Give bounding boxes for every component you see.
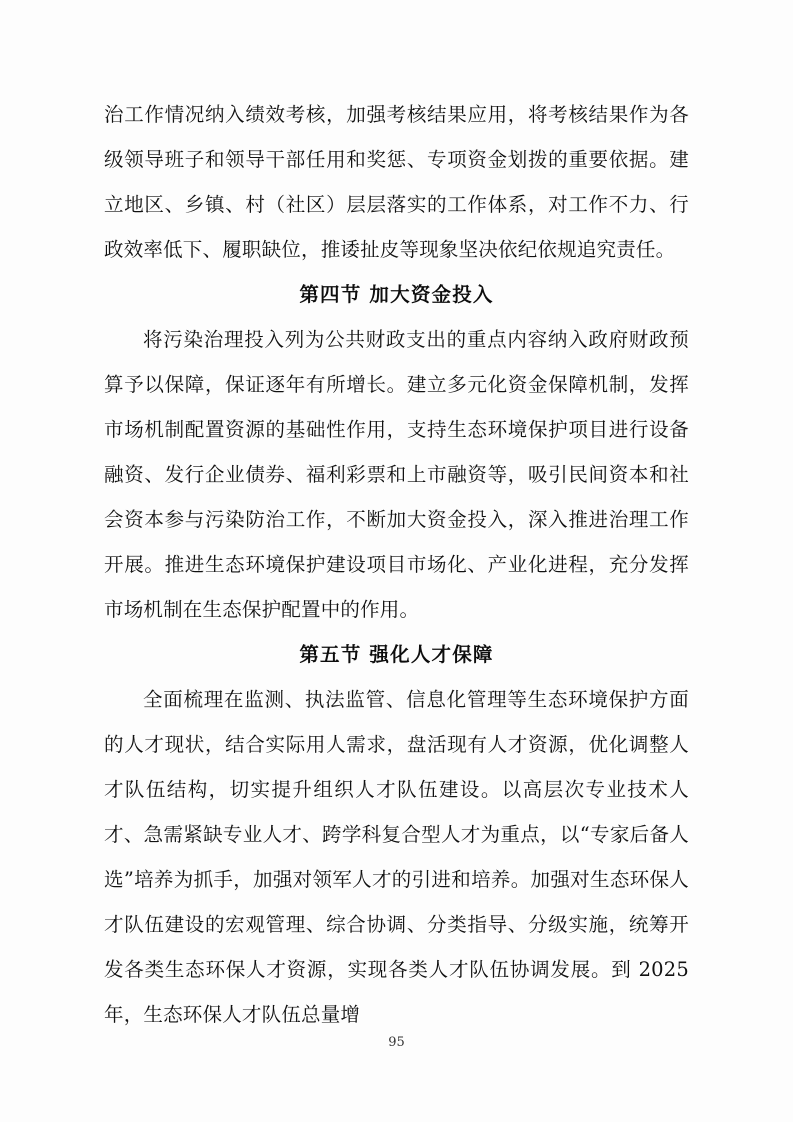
paragraph-talent: 全面梳理在监测、执法监管、信息化管理等生态环境保护方面的人才现状，结合实际用人需求，盘活现有人才资源，优化调整人才队伍结构，切实提升组织人才队伍建设。以高层次专业技术人才、急需紧缺专业人才、跨学科复合型人才为重点，以“专家后备人选”培养为抓手，加强对领军人才的引进和培养。加强对生态环保人才队伍建设的宏观管理、综合协调、分类指导、分级实施，统筹开发各类生态环保人才资源，实现各类人才队伍协调发展。到 2025 年，生态环保人才队伍总量增 xyxy=(104,688,689,1026)
section-heading-5: 第五节 强化人才保障 xyxy=(299,643,494,666)
document-body xyxy=(104,92,689,1037)
paragraph-continued: 治工作情况纳入绩效考核，加强考核结果应用，将考核结果作为各级领导班子和领导干部任用和奖惩、专项资金划拨的重要依据。建立地区、乡镇、村（社区）层层落实的工作体系，对工作不力、行政效率低下、履职缺位，推诿扯皮等现象坚决依纪依规追究责任。 xyxy=(104,103,689,261)
page-number: 95 xyxy=(388,1035,405,1050)
section-heading-4: 第四节 加大资金投入 xyxy=(299,283,494,306)
paragraph-funding: 将污染治理投入列为公共财政支出的重点内容纳入政府财政预算予以保障，保证逐年有所增长。建立多元化资金保障机制，发挥市场机制配置资源的基础性作用，支持生态环境保护项目进行设备融资、发行企业债券、福利彩票和上市融资等，吸引民间资本和社会资本参与污染防治工作，不断加大资金投入，深入推进治理工作开展。推进生态环境保护建设项目市场化、产业化进程，充分发挥市场机制在生态保护配置中的作用。 xyxy=(104,328,689,621)
